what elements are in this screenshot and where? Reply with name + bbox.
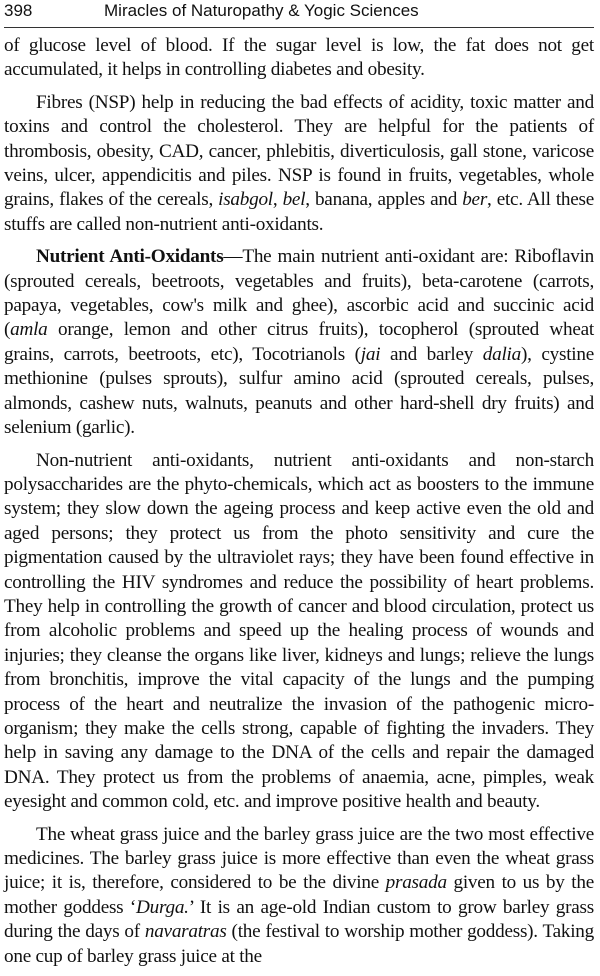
- text-run: ), cystine methionine (pulses sprouts), sulfur amino acid (sprouted cereals, pulses, almonds, cashew nuts, walnuts, peanuts and other hard-shell dry fruits) and selenium (garlic).: [4, 343, 594, 439]
- bold-heading: Nutrient Anti-Oxidants: [36, 246, 224, 268]
- text-run: Non-nutrient anti-oxidants, nutrient anti-oxidants and non-starch polysaccharides are the phyto-chemicals, which act as boosters to the immune system; they slow down the ageing process and keep active even the old and aged persons; they protect us from the photo sensitivity and cure the pigmentation caused by the ultraviolet rays; they have been found effective in controlling the HIV syndromes and reduce the possibility of heart problems. They help in controlling the growth of cancer and blood circulation, protect us from alcoholic problems and speed up the healing process of wounds and injuries; they cleanse the organs like liver, kidneys and lungs; relieve the lungs from bronchitis, improve the vital capacity of the lungs and the pumping process of the heart and neutralize the invasion of the pathogenic micro-organism; they make the cells strong, capable of fighting the invaders. They help in saving any damage to the DNA of the cells and repair the damaged DNA. They protect us from the problems of anaemia, acne, pimples, weak eyesight and common cold, etc. and improve positive health and beauty.: [4, 449, 594, 813]
- paragraph-grass-juice: [4, 823, 594, 969]
- paragraph-continued: [4, 34, 594, 83]
- italic-term: Durga.: [136, 896, 189, 918]
- text-run: The wheat grass juice and the barley grass juice are the two most effective medicines. The barley grass juice is more effective than even the wheat grass juice; it is, therefore, considered to be the divine: [4, 823, 594, 894]
- italic-term: isabgol: [218, 189, 273, 211]
- italic-term: ber: [462, 189, 488, 211]
- text-run: and barley: [380, 343, 483, 365]
- running-title: Miracles of Naturopathy & Yogic Sciences: [104, 1, 419, 20]
- text-run: , banana, apples and: [305, 189, 463, 211]
- text-run: of glucose level of blood. If the sugar level is low, the fat does not get accumulated, it helps in controlling diabetes and obesity.: [4, 35, 594, 81]
- text-run: ’ It is an age-old Indian custom to grow barley grass during the days of: [4, 896, 594, 943]
- text-run: , etc. All these stuffs are called non-nutrient anti-oxidants.: [4, 189, 595, 235]
- text-run: (the festival to worship mother goddess). Taking one cup of barley grass juice at the: [4, 921, 594, 967]
- text-run: ,: [272, 189, 283, 211]
- italic-term: prasada: [385, 872, 447, 894]
- italic-term: navaratras: [144, 921, 227, 943]
- running-header: [4, 0, 594, 28]
- italic-term: bel: [282, 189, 306, 211]
- italic-term: amla: [10, 319, 48, 341]
- italic-term: dalia: [482, 343, 521, 365]
- page-number: 398: [4, 1, 33, 20]
- text-run: orange, lemon and other citrus fruits), tocopherol (sprouted wheat grains, carrots, beetroots, etc), Tocotrianols (: [4, 319, 594, 365]
- text-run: Fibres (NSP) help in reducing the bad effects of acidity, toxic matter and toxins and control the cholesterol. They are helpful for the patients of thrombosis, obesity, CAD, cancer, phlebitis, diverticulosis, gall stone, varicose veins, ulcer, appendicitis and piles. NSP is found in fruits, vegetables, whole grains, flakes of the cereals,: [4, 91, 594, 211]
- paragraph-fibres: [4, 91, 594, 237]
- paragraph-phyto-chemicals: [4, 449, 594, 815]
- text-run: given to us by the mother goddess ‘: [4, 872, 594, 918]
- italic-term: jai: [360, 343, 381, 365]
- text-run: —The main nutrient anti-oxidant are: Riboflavin (sprouted cereals, beetroots, vegetables and fruits), beta-carotene (carrots, papaya, vegetables, cow's milk and ghee), ascorbic acid and succinic acid (: [4, 246, 595, 341]
- body-text: [4, 28, 594, 969]
- paragraph-nutrient-anti-oxidants: [4, 245, 594, 440]
